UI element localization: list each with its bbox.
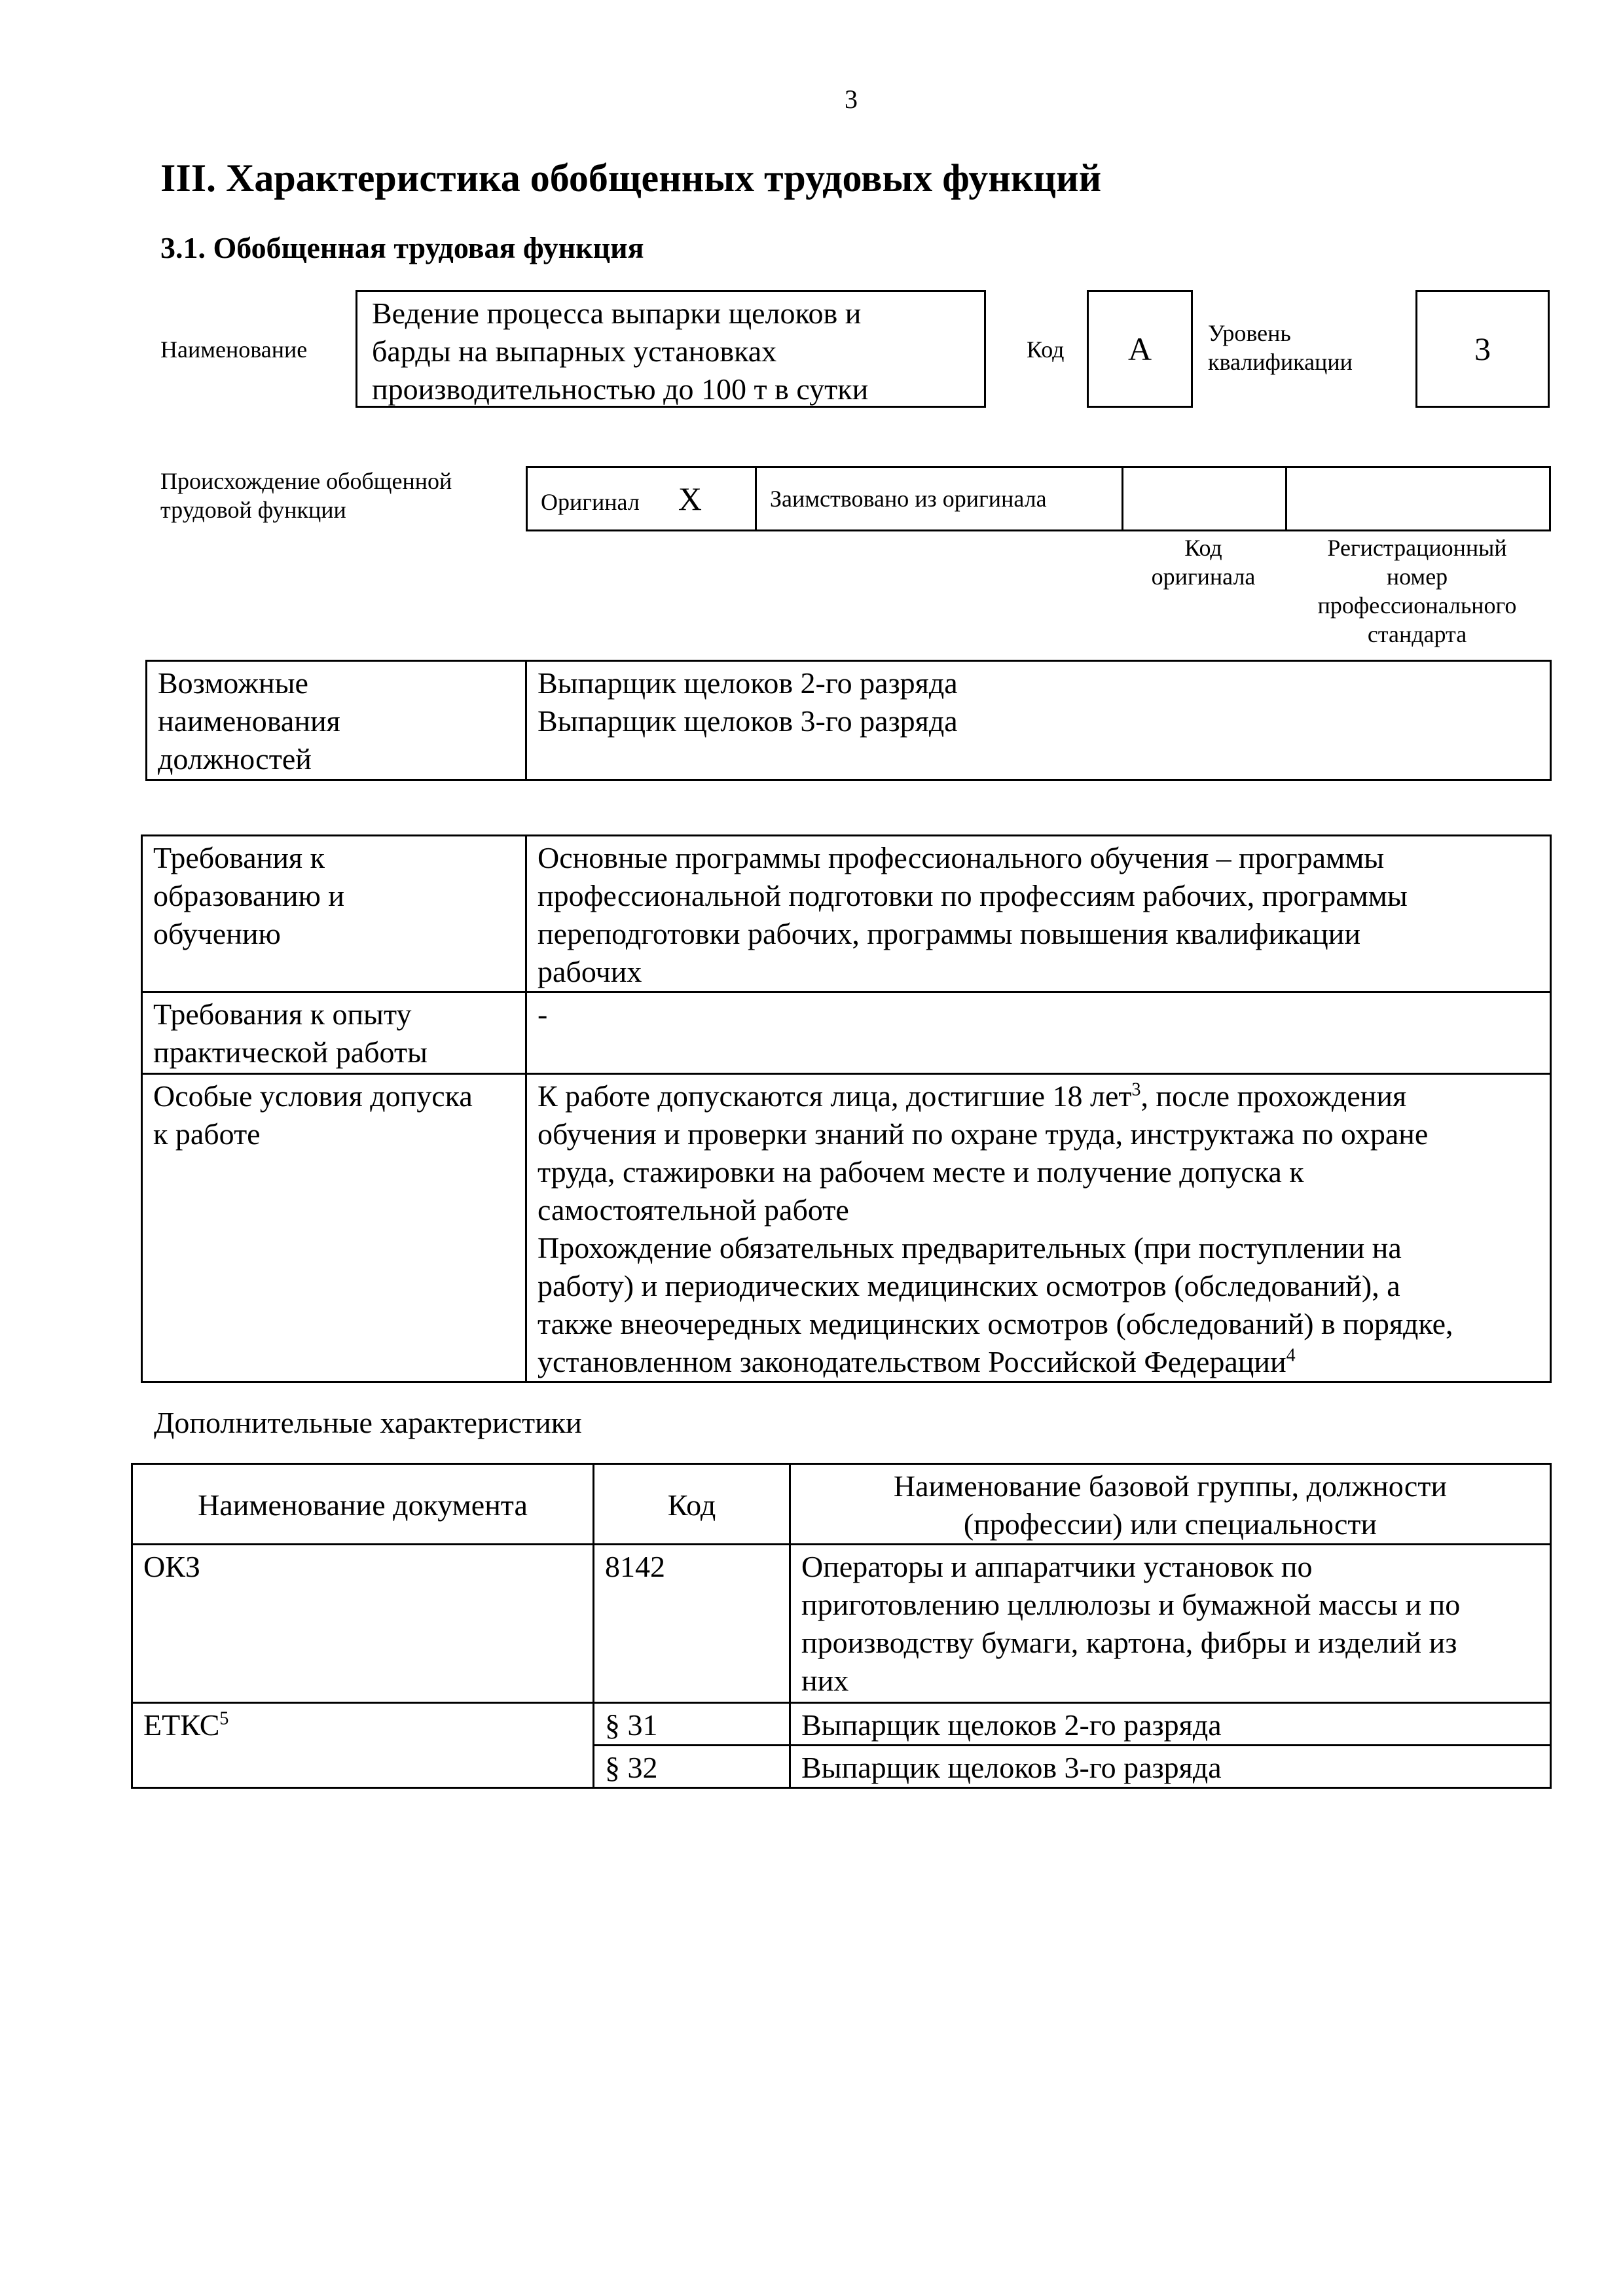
admission-value-cell [526, 1074, 1551, 1382]
etks-name-2: Выпарщик щелоков 3-го разряда [801, 1751, 1222, 1784]
reg-caption-line-4: стандарта [1367, 621, 1467, 647]
code-caption-line-2: оригинала [1151, 564, 1256, 590]
experience-value: - [538, 997, 548, 1031]
reg-caption-line-1: Регистрационный [1327, 535, 1507, 561]
code-caption-line-1: Код [1184, 535, 1222, 561]
code-caption [1122, 533, 1285, 591]
admission-text-post: , после прохождения [1140, 1079, 1407, 1113]
etks-code-2: § 32 [605, 1751, 658, 1784]
okz-code-cell [594, 1545, 790, 1703]
education-value-cell [526, 836, 1551, 992]
etks-doc-cell [132, 1703, 594, 1788]
experience-value-cell [526, 992, 1551, 1074]
okz-doc-cell [132, 1545, 594, 1703]
experience-label-line-2: практической работы [153, 1035, 428, 1069]
footnote-5: 5 [219, 1708, 229, 1729]
name-label: Наименование [160, 336, 308, 363]
position-2: Выпарщик щелоков 3-го разряда [538, 704, 958, 738]
level-label-line-1: Уровень [1208, 320, 1291, 346]
education-value-line-4: рабочих [538, 955, 642, 988]
level-label [1208, 319, 1353, 376]
etks-code-1: § 31 [605, 1708, 658, 1742]
admission-value-line-4: самостоятельной работе [538, 1193, 849, 1227]
header-name-line-2: (профессии) или специальности [963, 1507, 1377, 1541]
level-value: 3 [1474, 331, 1491, 367]
function-name-box [356, 290, 986, 408]
footnote-4: 4 [1286, 1345, 1296, 1366]
positions-value-cell [526, 661, 1551, 780]
education-label-line-3: обучению [153, 917, 281, 950]
education-label-line-1: Требования к [153, 841, 325, 874]
additional-table [131, 1463, 1552, 1789]
origin-table [526, 466, 1551, 531]
education-value-line-1: Основные программы профессионального обучения – программы [538, 841, 1385, 874]
function-name-line-2: барды на выпарных установках [372, 334, 777, 368]
header-doc: Наименование документа [198, 1488, 528, 1522]
etks-code-cell-2 [594, 1746, 790, 1788]
reg-caption-line-2: номер [1386, 564, 1448, 590]
header-doc-cell [132, 1464, 594, 1545]
position-1: Выпарщик щелоков 2-го разряда [538, 666, 958, 700]
origin-label-line-1: Происхождение обобщенной [160, 468, 452, 494]
okz-name-cell [790, 1545, 1551, 1703]
original-cell [527, 467, 756, 531]
admission-value-line-8 [538, 1343, 1539, 1381]
admission-value-line-3: труда, стажировки на рабочем месте и получение допуска к [538, 1155, 1304, 1189]
reg-caption [1285, 533, 1549, 649]
subsection-title: 3.1. Обобщенная трудовая функция [160, 231, 644, 264]
code-value-box [1087, 290, 1193, 408]
education-value-line-3: переподготовки рабочих, программы повышения квалификации [538, 917, 1361, 950]
origin-label-line-2: трудовой функции [160, 497, 346, 523]
function-name-line-1: Ведение процесса выпарки щелоков и [372, 296, 862, 330]
okz-name-line-3: производству бумаги, картона, фибры и изделий из [801, 1626, 1457, 1659]
header-code: Код [667, 1488, 716, 1522]
admission-last-text: установленном законодательством Российской Федерации [538, 1345, 1286, 1378]
positions-label-line-3: должностей [158, 742, 312, 776]
function-name-line-3: производительностью до 100 т в сутки [372, 372, 869, 406]
etks-doc: ЕТКС [143, 1708, 220, 1742]
origin-label [160, 467, 452, 524]
positions-table [145, 660, 1552, 781]
okz-name-line-4: них [801, 1664, 849, 1697]
admission-label-line-1: Особые условия допуска [153, 1079, 473, 1113]
etks-name-cell-2 [790, 1746, 1551, 1788]
experience-label-cell [142, 992, 526, 1074]
requirements-table [141, 834, 1552, 1383]
okz-code: 8142 [605, 1550, 665, 1583]
code-value: А [1127, 331, 1152, 367]
admission-text-pre: К работе допускаются лица, достигшие 18 лет [538, 1079, 1132, 1113]
reg-number-cell [1286, 467, 1550, 531]
etks-name-1: Выпарщик щелоков 2-го разряда [801, 1708, 1222, 1742]
borrowed-label: Заимствовано из оригинала [770, 486, 1047, 512]
positions-label-line-2: наименования [158, 704, 340, 738]
education-label-cell [142, 836, 526, 992]
etks-code-cell-1 [594, 1703, 790, 1746]
positions-label-line-1: Возможные [158, 666, 308, 700]
borrowed-cell [756, 467, 1123, 531]
education-label-line-2: образованию и [153, 879, 344, 912]
header-code-cell [594, 1464, 790, 1545]
okz-name-line-1: Операторы и аппаратчики установок по [801, 1550, 1313, 1583]
admission-value-line-6: работу) и периодических медицинских осмотров (обследований), а [538, 1269, 1400, 1302]
original-label: Оригинал [541, 489, 640, 515]
education-value-line-2: профессиональной подготовки по профессиям рабочих, программы [538, 879, 1408, 912]
admission-label-line-2: к работе [153, 1117, 261, 1151]
footnote-3: 3 [1131, 1079, 1141, 1100]
level-value-box [1415, 290, 1550, 408]
etks-name-cell-1 [790, 1703, 1551, 1746]
code-label: Код [1027, 336, 1065, 363]
original-code-cell [1123, 467, 1286, 531]
page-number: 3 [845, 84, 858, 114]
level-label-line-2: квалификации [1208, 349, 1353, 375]
header-name-line-1: Наименование базовой группы, должности [893, 1469, 1448, 1503]
header-name-cell [790, 1464, 1551, 1545]
admission-value-line-7: также внеочередных медицинских осмотров (обследований) в порядке, [538, 1307, 1453, 1340]
okz-doc: ОКЗ [143, 1550, 200, 1583]
additional-title: Дополнительные характеристики [154, 1406, 582, 1439]
positions-label-cell [147, 661, 526, 780]
okz-name-line-2: приготовлению целлюлозы и бумажной массы и по [801, 1588, 1461, 1621]
section-title: III. Характеристика обобщенных трудовых функций [160, 156, 1102, 200]
original-mark: X [678, 480, 702, 517]
experience-label-line-1: Требования к опыту [153, 997, 412, 1031]
admission-value-line-1 [538, 1077, 1539, 1115]
reg-caption-line-3: профессионального [1317, 592, 1517, 619]
admission-label-cell [142, 1074, 526, 1382]
admission-value-line-2: обучения и проверки знаний по охране труда, инструктажа по охране [538, 1117, 1429, 1151]
admission-value-line-5: Прохождение обязательных предварительных (при поступлении на [538, 1231, 1402, 1265]
